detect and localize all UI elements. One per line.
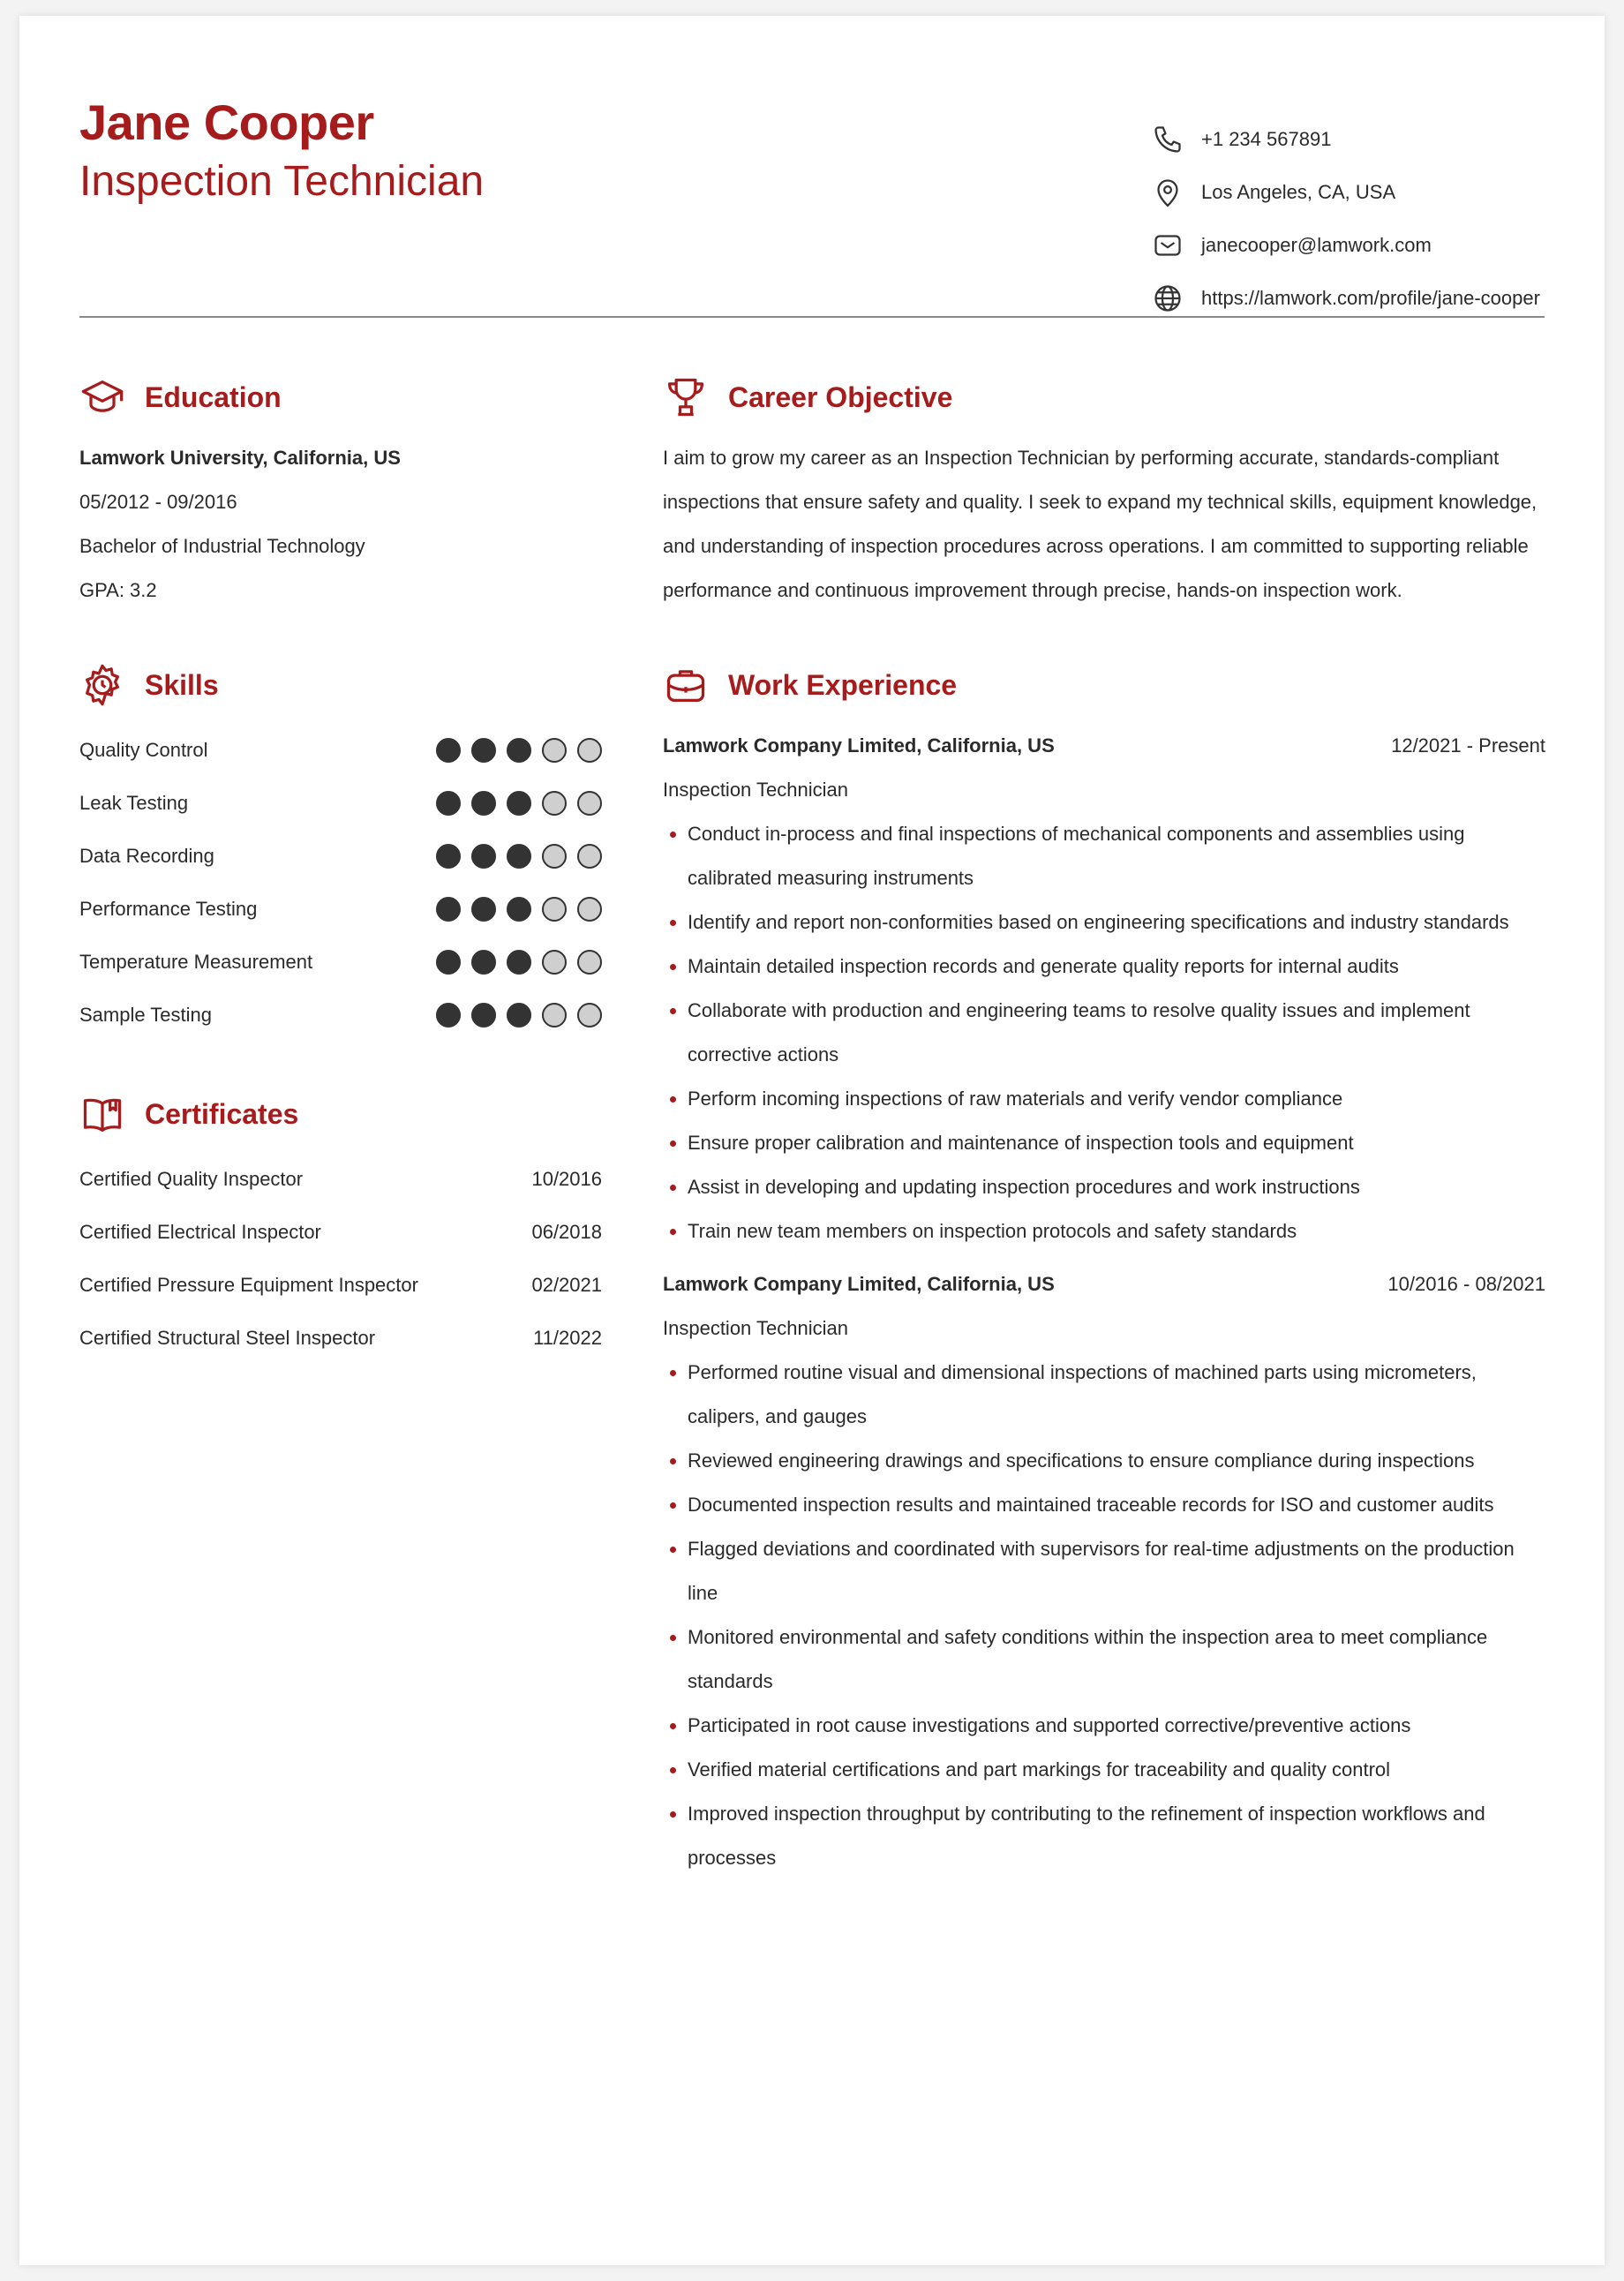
skill-dot-empty (577, 844, 602, 869)
skill-dot-empty (542, 791, 567, 816)
job-bullet: Assist in developing and updating inspection procedures and work instructions (688, 1165, 1545, 1209)
skill-dot-empty (542, 950, 567, 975)
skill-dot-filled (507, 897, 531, 922)
certificates-list (79, 1153, 602, 1365)
job-header (663, 1262, 1545, 1306)
skill-label: Sample Testing (79, 1004, 213, 1026)
contact-email (1152, 228, 1540, 263)
contact-phone-text: +1 234 567891 (1201, 128, 1332, 150)
certificates-section (79, 1086, 602, 1365)
skill-row (79, 936, 602, 989)
skill-level-dots (425, 1003, 602, 1028)
contact-location-text: Los Angeles, CA, USA (1201, 181, 1396, 203)
objective-section (663, 369, 1545, 613)
objective-line: performance and continuous improvement through precise, hands-on inspection work. (663, 579, 1402, 601)
skill-dot-filled (471, 1003, 496, 1028)
skill-dot-filled (436, 844, 461, 869)
skill-level-dots (425, 738, 602, 763)
certificate-label: Certified Pressure Equipment Inspector (79, 1274, 418, 1296)
skill-dot-filled (471, 738, 496, 763)
globe-icon (1152, 282, 1184, 314)
skills-section (79, 657, 602, 1042)
certificate-row (79, 1153, 602, 1206)
contact-email-text: janecooper@lamwork.com (1201, 234, 1432, 256)
job-bullet: Performed routine visual and dimensional inspections of machined parts using micrometers, calipers, and gauges (688, 1351, 1545, 1439)
job-bullet: Monitored environmental and safety conditions within the inspection area to meet compliance standards (688, 1615, 1545, 1704)
trophy-icon (663, 374, 709, 420)
job-dates: 10/2016 - 08/2021 (1387, 1273, 1545, 1295)
certificate-date: 10/2016 (531, 1168, 602, 1190)
skill-dot-filled (471, 844, 496, 869)
job-dates: 12/2021 - Present (1391, 734, 1545, 757)
skill-row (79, 989, 602, 1042)
skill-label: Quality Control (79, 739, 208, 761)
skill-dot-filled (471, 791, 496, 816)
contact-list (1152, 122, 1540, 334)
envelope-icon (1152, 230, 1184, 261)
skill-level-dots (425, 897, 602, 922)
skill-dot-filled (471, 897, 496, 922)
job-bullets (663, 1351, 1545, 1880)
job-bullet: Ensure proper calibration and maintenance of inspection tools and equipment (688, 1121, 1545, 1165)
right-column (663, 369, 1545, 1889)
skill-row (79, 724, 602, 777)
job-bullet: Participated in root cause investigations and supported corrective/preventive actions (688, 1704, 1545, 1748)
objective-line: I aim to grow my career as an Inspection Technician by performing accurate, standards-compliant (663, 447, 1500, 469)
experience-section (663, 657, 1545, 1880)
objective-header (663, 369, 1545, 425)
skill-dot-filled (507, 950, 531, 975)
job-bullet: Maintain detailed inspection records and generate quality reports for internal audits (688, 945, 1545, 989)
job-role: Inspection Technician (663, 1317, 848, 1339)
certificate-label: Certified Electrical Inspector (79, 1221, 321, 1243)
skills-list (79, 724, 602, 1042)
experience-header (663, 657, 1545, 713)
jobs-list (663, 724, 1545, 1880)
certificates-title: Certificates (145, 1097, 299, 1130)
education-section (79, 369, 602, 613)
job-bullet: Perform incoming inspections of raw materials and verify vendor compliance (688, 1077, 1545, 1121)
candidate-name: Jane Cooper (79, 94, 374, 150)
job-role: Inspection Technician (663, 779, 848, 801)
job-bullet: Conduct in-process and final inspections of mechanical components and assemblies using calibrated measuring instruments (688, 812, 1545, 900)
skills-header (79, 657, 602, 713)
objective-line: inspections that ensure safety and quality. I seek to expand my technical skills, equipment knowledge, (663, 491, 1538, 513)
experience-title: Work Experience (728, 668, 958, 701)
skill-dot-empty (577, 897, 602, 922)
open-book-icon (79, 1091, 125, 1137)
certificate-label: Certified Structural Steel Inspector (79, 1327, 376, 1349)
certificate-row (79, 1312, 602, 1365)
skill-row (79, 883, 602, 936)
skill-dot-empty (542, 738, 567, 763)
skill-dot-empty (542, 844, 567, 869)
left-column (79, 369, 602, 1365)
objective-title: Career Objective (728, 380, 953, 413)
certificate-date: 11/2022 (533, 1327, 602, 1349)
skill-dot-filled (507, 844, 531, 869)
contact-location (1152, 175, 1540, 210)
contact-website-text: https://lamwork.com/profile/jane-cooper (1201, 287, 1540, 309)
resume-page (19, 16, 1605, 2265)
job-bullet: Collaborate with production and engineering teams to resolve quality issues and implement corrective actions (688, 989, 1545, 1077)
job-entry (663, 1262, 1545, 1880)
skill-dot-empty (542, 1003, 567, 1028)
education-gpa: GPA: 3.2 (79, 579, 157, 601)
location-pin-icon (1152, 177, 1184, 208)
skill-dot-empty (542, 897, 567, 922)
education-dates: 05/2012 - 09/2016 (79, 491, 237, 513)
education-degree: Bachelor of Industrial Technology (79, 535, 365, 557)
skill-row (79, 830, 602, 883)
certificate-date: 06/2018 (531, 1221, 602, 1243)
job-company: Lamwork Company Limited, California, US (663, 1273, 1055, 1295)
education-title: Education (145, 380, 282, 413)
certificate-date: 02/2021 (531, 1274, 602, 1296)
skill-label: Temperature Measurement (79, 951, 313, 973)
skill-label: Data Recording (79, 845, 214, 867)
objective-line: and understanding of inspection procedures across operations. I am committed to supporting reliable (663, 535, 1529, 557)
skill-dot-filled (507, 1003, 531, 1028)
job-bullet: Identify and report non-conformities based on engineering specifications and industry standards (688, 900, 1545, 945)
candidate-title: Inspection Technician (79, 158, 485, 205)
job-bullets (663, 812, 1545, 1253)
skill-dot-filled (507, 738, 531, 763)
skills-title: Skills (145, 668, 219, 701)
certificate-label: Certified Quality Inspector (79, 1168, 304, 1190)
skill-row (79, 777, 602, 830)
job-header (663, 724, 1545, 768)
gear-clock-icon (79, 662, 125, 708)
header-divider (79, 316, 1545, 318)
job-bullet: Train new team members on inspection protocols and safety standards (688, 1209, 1545, 1253)
objective-text (663, 436, 1545, 613)
job-bullet: Improved inspection throughput by contributing to the refinement of inspection workflows and processes (688, 1792, 1545, 1880)
job-bullet: Flagged deviations and coordinated with supervisors for real-time adjustments on the production line (688, 1527, 1545, 1615)
skill-dot-filled (436, 791, 461, 816)
skill-level-dots (425, 950, 602, 975)
graduation-cap-icon (79, 374, 125, 420)
skill-dot-filled (436, 950, 461, 975)
certificate-row (79, 1259, 602, 1312)
contact-phone (1152, 122, 1540, 157)
certificate-row (79, 1206, 602, 1259)
education-school: Lamwork University, California, US (79, 447, 401, 469)
phone-icon (1152, 124, 1184, 155)
skill-dot-empty (577, 738, 602, 763)
skill-dot-filled (436, 738, 461, 763)
job-entry (663, 724, 1545, 1253)
skill-dot-filled (436, 1003, 461, 1028)
skill-label: Leak Testing (79, 792, 189, 814)
job-bullet: Reviewed engineering drawings and specifications to ensure compliance during inspections (688, 1439, 1545, 1483)
certificates-header (79, 1086, 602, 1142)
job-bullet: Documented inspection results and maintained traceable records for ISO and customer audits (688, 1483, 1545, 1527)
education-header (79, 369, 602, 425)
job-company: Lamwork Company Limited, California, US (663, 734, 1055, 757)
skill-dot-filled (507, 791, 531, 816)
skill-dot-empty (577, 950, 602, 975)
skill-label: Performance Testing (79, 898, 258, 920)
skill-dot-filled (471, 950, 496, 975)
briefcase-icon (663, 662, 709, 708)
skill-dot-empty (577, 791, 602, 816)
skill-level-dots (425, 791, 602, 816)
contact-website (1152, 281, 1540, 316)
skill-dot-empty (577, 1003, 602, 1028)
job-bullet: Verified material certifications and part markings for traceability and quality control (688, 1748, 1545, 1792)
skill-level-dots (425, 844, 602, 869)
skill-dot-filled (436, 897, 461, 922)
